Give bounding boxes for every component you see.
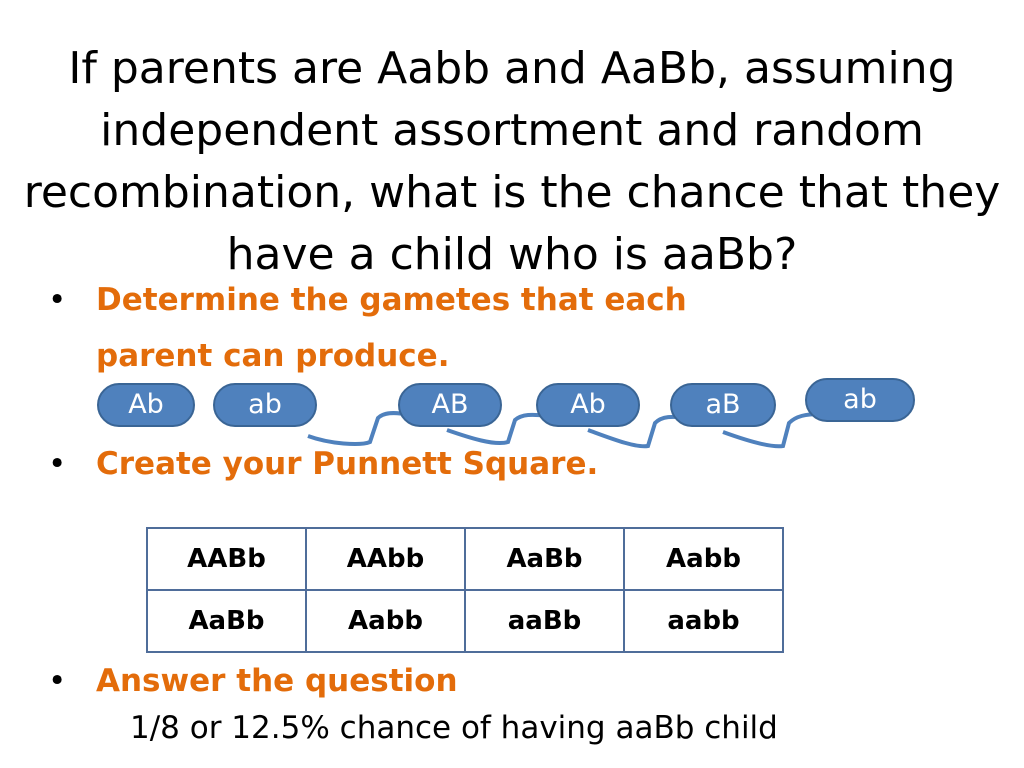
slide-title: If parents are Aabb and AaBb, assuming independent assortment and random recombination, what is the chance that they have a child who is aaBb?	[23, 43, 1001, 280]
punnett-cell: AAbb	[306, 528, 465, 590]
bullet-dot: •	[48, 446, 67, 482]
punnett-cell: AaBb	[465, 528, 624, 590]
bullet-dot: •	[48, 282, 67, 318]
bullet-create-punnett	[48, 436, 748, 492]
punnett-cell: aabb	[624, 590, 783, 652]
bullet-determine-gametes	[48, 272, 768, 384]
punnett-cell: Aabb	[624, 528, 783, 590]
punnett-square	[146, 527, 784, 653]
punnett-cell: AaBb	[147, 590, 306, 652]
punnett-cell: AABb	[147, 528, 306, 590]
gamete-parent1-ab: ab	[213, 383, 317, 427]
gamete-parent2-Ab: Ab	[536, 383, 640, 427]
punnett-row	[147, 528, 783, 590]
answer-text: 1/8 or 12.5% chance of having aaBb child	[130, 710, 778, 746]
punnett-row	[147, 590, 783, 652]
gamete-parent2-aB: aB	[670, 383, 776, 427]
gamete-parent1-Ab: Ab	[97, 383, 195, 427]
gamete-parent2-ab: ab	[805, 378, 915, 422]
bullet-answer-question	[48, 653, 648, 709]
gamete-parent2-AB: AB	[398, 383, 502, 427]
bullet-text: Answer the question	[96, 663, 458, 699]
punnett-cell: Aabb	[306, 590, 465, 652]
bullet-text: Create your Punnett Square.	[96, 446, 599, 482]
bullet-text: Determine the gametes that each parent can produce.	[96, 282, 687, 374]
punnett-cell: aaBb	[465, 590, 624, 652]
bullet-dot: •	[48, 663, 67, 699]
